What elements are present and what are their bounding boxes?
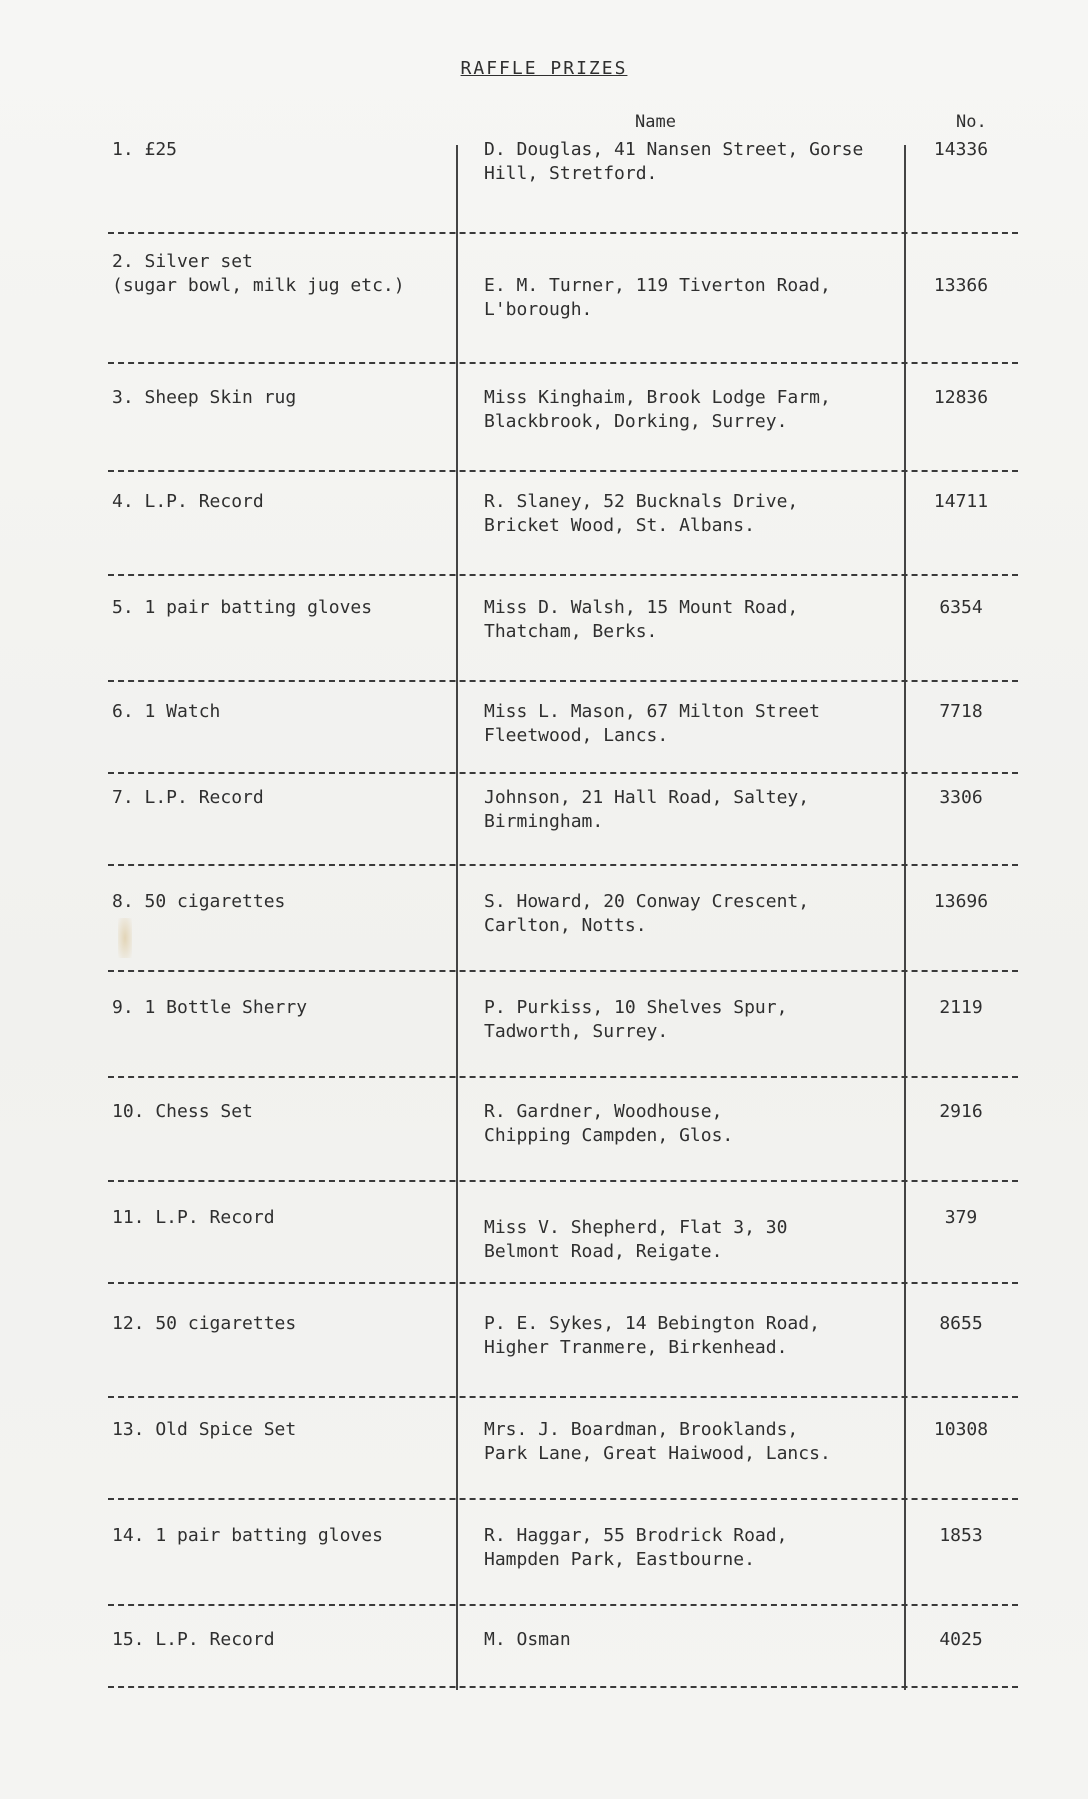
header-name: Name <box>635 112 676 132</box>
winner-name-cell: Miss D. Walsh, 15 Mount Road, <box>484 597 799 618</box>
prize-cell: 13. Old Spice Set <box>112 1419 297 1440</box>
prize-cell: 15. L.P. Record <box>112 1629 275 1650</box>
row-divider <box>108 680 1018 682</box>
winner-address-cell: Fleetwood, Lancs. <box>484 725 669 746</box>
prize-cell: 11. L.P. Record <box>112 1207 275 1228</box>
column-divider-left <box>456 145 458 1690</box>
row-divider <box>108 232 1018 234</box>
winner-address-cell: Birmingham. <box>484 811 604 832</box>
row-divider <box>108 1282 1018 1284</box>
ticket-number-cell: 4025 <box>939 1629 983 1650</box>
winner-address-cell: Tadworth, Surrey. <box>484 1021 669 1042</box>
row-divider <box>108 864 1018 866</box>
winner-address-cell: Hampden Park, Eastbourne. <box>484 1549 755 1570</box>
row-divider <box>108 1076 1018 1078</box>
ticket-number-cell: 10308 <box>933 1419 989 1440</box>
row-divider <box>108 970 1018 972</box>
row-divider <box>108 1686 1018 1688</box>
winner-name-cell: Miss V. Shepherd, Flat 3, 30 <box>484 1217 788 1238</box>
winner-address-cell: Higher Tranmere, Birkenhead. <box>484 1337 788 1358</box>
document-title: RAFFLE PRIZES <box>460 58 628 79</box>
winner-address-cell: Chipping Campden, Glos. <box>484 1125 734 1146</box>
winner-name-cell: D. Douglas, 41 Nansen Street, Gorse <box>484 139 864 160</box>
row-divider <box>108 1180 1018 1182</box>
row-divider <box>108 1498 1018 1500</box>
winner-name-cell: E. M. Turner, 119 Tiverton Road, <box>484 275 831 296</box>
prize-cell: 10. Chess Set <box>112 1101 253 1122</box>
column-divider-right <box>904 145 906 1690</box>
winner-address-cell: Bricket Wood, St. Albans. <box>484 515 755 536</box>
winner-name-cell: Mrs. J. Boardman, Brooklands, <box>484 1419 799 1440</box>
ticket-number-cell: 12836 <box>933 387 989 408</box>
winner-address-cell: Carlton, Notts. <box>484 915 647 936</box>
winner-address-cell: Thatcham, Berks. <box>484 621 658 642</box>
row-divider <box>108 1396 1018 1398</box>
prize-cell: 12. 50 cigarettes <box>112 1313 297 1334</box>
ticket-number-cell: 3306 <box>939 787 983 808</box>
ticket-number-cell: 2916 <box>939 1101 983 1122</box>
row-divider <box>108 574 1018 576</box>
winner-name-cell: M. Osman <box>484 1629 571 1650</box>
winner-name-cell: P. E. Sykes, 14 Bebington Road, <box>484 1313 820 1334</box>
winner-name-cell: P. Purkiss, 10 Shelves Spur, <box>484 997 788 1018</box>
prize-cell: 4. L.P. Record <box>112 491 264 512</box>
ticket-number-cell: 14711 <box>933 491 989 512</box>
ticket-number-cell: 14336 <box>933 139 989 160</box>
winner-address-cell: Hill, Stretford. <box>484 163 658 184</box>
ticket-number-cell: 2119 <box>939 997 983 1018</box>
prize-cell: 14. 1 pair batting gloves <box>112 1525 383 1546</box>
row-divider <box>108 470 1018 472</box>
prize-cell: 1. £25 <box>112 139 178 160</box>
winner-name-cell: R. Haggar, 55 Brodrick Road, <box>484 1525 788 1546</box>
ticket-number-cell: 7718 <box>939 701 983 722</box>
prize-cell: 6. 1 Watch <box>112 701 221 722</box>
winner-name-cell: Miss Kinghaim, Brook Lodge Farm, <box>484 387 831 408</box>
row-divider <box>108 1604 1018 1606</box>
prize-cell: 5. 1 pair batting gloves <box>112 597 373 618</box>
winner-name-cell: Miss L. Mason, 67 Milton Street <box>484 701 820 722</box>
winner-name-cell: Johnson, 21 Hall Road, Saltey, <box>484 787 810 808</box>
paper-stain <box>118 918 132 958</box>
prize-cell: 3. Sheep Skin rug <box>112 387 297 408</box>
winner-address-cell: Park Lane, Great Haiwood, Lancs. <box>484 1443 831 1464</box>
winner-name-cell: R. Slaney, 52 Bucknals Drive, <box>484 491 799 512</box>
prize-cell: 8. 50 cigarettes <box>112 891 286 912</box>
prize-cell: 7. L.P. Record <box>112 787 264 808</box>
row-divider <box>108 772 1018 774</box>
ticket-number-cell: 8655 <box>939 1313 983 1334</box>
ticket-number-cell: 13366 <box>933 275 989 296</box>
prize-cell: 9. 1 Bottle Sherry <box>112 997 308 1018</box>
ticket-number-cell: 1853 <box>939 1525 983 1546</box>
ticket-number-cell: 379 <box>944 1207 978 1228</box>
ticket-number-cell: 13696 <box>933 891 989 912</box>
ticket-number-cell: 6354 <box>939 597 983 618</box>
winner-name-cell: S. Howard, 20 Conway Crescent, <box>484 891 810 912</box>
header-number: No. <box>956 112 987 132</box>
winner-name-cell: R. Gardner, Woodhouse, <box>484 1101 723 1122</box>
prize-detail-cell: (sugar bowl, milk jug etc.) <box>112 275 405 296</box>
winner-address-cell: L'borough. <box>484 299 593 320</box>
winner-address-cell: Blackbrook, Dorking, Surrey. <box>484 411 788 432</box>
prize-cell: 2. Silver set <box>112 251 253 272</box>
row-divider <box>108 362 1018 364</box>
winner-address-cell: Belmont Road, Reigate. <box>484 1241 723 1262</box>
